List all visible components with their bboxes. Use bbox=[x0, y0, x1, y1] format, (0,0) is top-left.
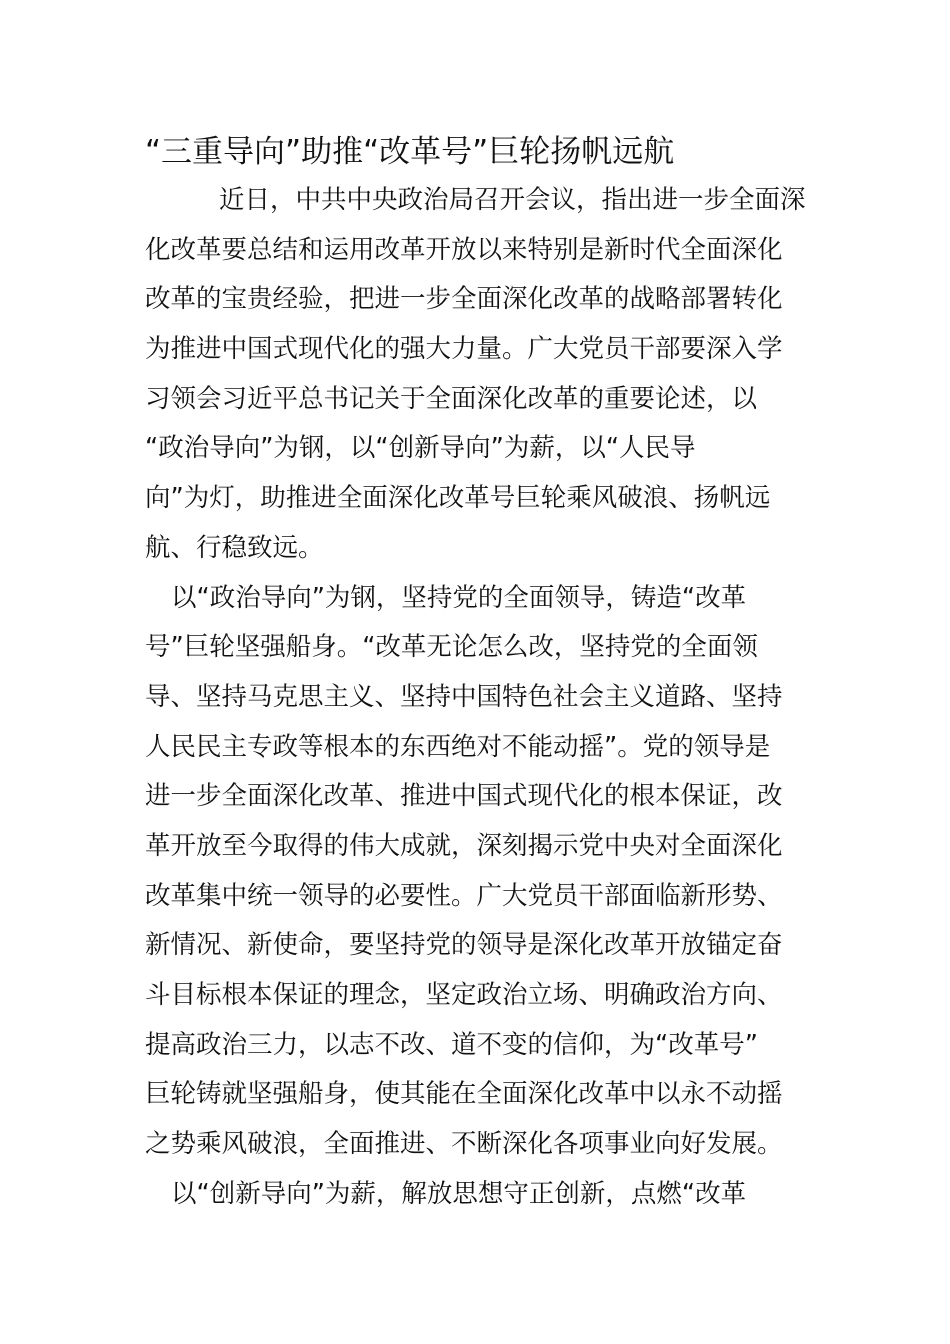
paragraph-line: 化改革要总结和运用改革开放以来特别是新时代全面深化 bbox=[145, 234, 783, 265]
paragraph-line: 向”为灯，助推进全面深化改革号巨轮乘风破浪、扬帆远 bbox=[145, 483, 771, 514]
paragraph-line: 人民民主专政等根本的东西绝对不能动摇”。党的领导是 bbox=[145, 731, 771, 762]
paragraph-line: “政治导向”为钢，以“创新导向”为薪，以“人民导 bbox=[145, 433, 696, 464]
paragraph-line: 习领会习近平总书记关于全面深化改革的重要论述，以 bbox=[145, 383, 758, 414]
paragraph-line: 巨轮铸就坚强船身，使其能在全面深化改革中以永不动摇 bbox=[145, 1079, 783, 1110]
article-title: “三重导向”助推“改革号”巨轮扬帆远航 bbox=[145, 134, 675, 170]
paragraph-line: 以“创新导向”为薪，解放思想守正创新，点燃“改革 bbox=[171, 1178, 747, 1209]
paragraph-line: 改革集中统一领导的必要性。广大党员干部面临新形势、 bbox=[145, 880, 783, 911]
paragraph-line: 新情况、新使命，要坚持党的领导是深化改革开放锚定奋 bbox=[145, 930, 783, 961]
paragraph-line: 改革的宝贵经验，把进一步全面深化改革的战略部署转化 bbox=[145, 284, 783, 315]
paragraph-line: 号”巨轮坚强船身。“改革无论怎么改，坚持党的全面领 bbox=[145, 632, 758, 663]
paragraph-line: 斗目标根本保证的理念，坚定政治立场、明确政治方向、 bbox=[145, 980, 783, 1010]
paragraph-line: 导、坚持马克思主义、坚持中国特色社会主义道路、坚持 bbox=[145, 681, 783, 712]
paragraph-line: 近日，中共中央政治局召开会议，指出进一步全面深 bbox=[219, 185, 806, 215]
paragraph-line: 航、行稳致远。 bbox=[145, 532, 324, 563]
paragraph-line: 进一步全面深化改革、推进中国式现代化的根本保证，改 bbox=[145, 781, 783, 812]
paragraph-line: 以“政治导向”为钢，坚持党的全面领导，铸造“改革 bbox=[171, 582, 747, 613]
article-body bbox=[145, 176, 810, 1219]
paragraph-line: 提高政治三力，以志不改、道不变的信仰，为“改革号” bbox=[145, 1029, 758, 1060]
paragraph-line: 革开放至今取得的伟大成就，深刻揭示党中央对全面深化 bbox=[145, 830, 783, 861]
paragraph-line: 为推进中国式现代化的强大力量。广大党员干部要深入学 bbox=[145, 334, 783, 365]
paragraph-line: 之势乘风破浪，全面推进、不断深化各项事业向好发展。 bbox=[145, 1129, 783, 1160]
